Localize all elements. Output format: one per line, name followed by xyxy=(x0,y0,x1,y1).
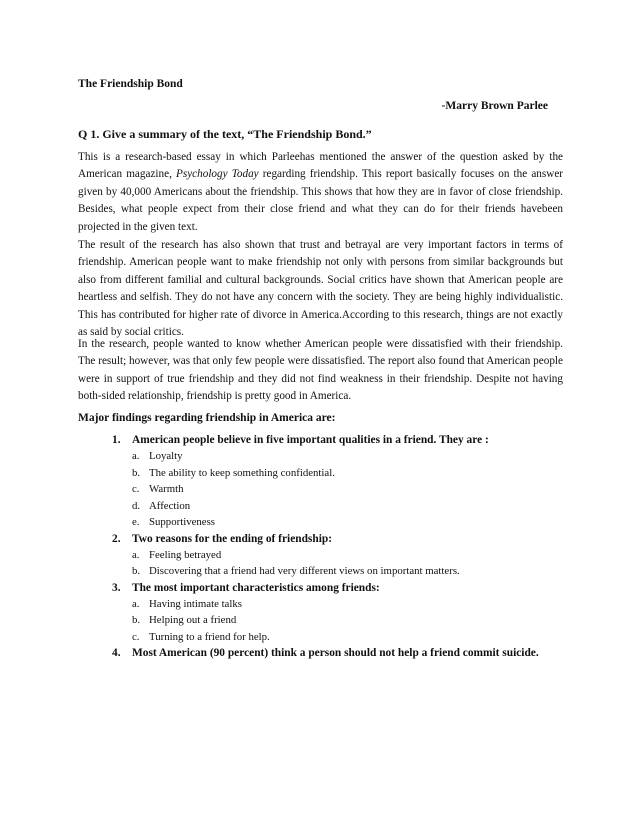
subitem-text: Affection xyxy=(149,499,191,512)
subitem-text: Feeling betrayed xyxy=(149,548,222,561)
finding-subitem xyxy=(132,612,582,629)
author-name: -Marry Brown Parlee xyxy=(441,100,548,112)
finding-number: 1. xyxy=(112,434,121,446)
finding-number: 3. xyxy=(112,581,121,594)
finding-subitem xyxy=(132,629,582,646)
findings-heading: Major findings regarding friendship in America are: xyxy=(78,412,336,424)
document-title: The Friendship Bond xyxy=(78,78,183,90)
subitem-letter: a. xyxy=(132,450,140,462)
finding-subitem xyxy=(132,514,582,531)
subitem-letter: c. xyxy=(132,483,140,495)
finding-number: 2. xyxy=(112,532,121,545)
finding-item xyxy=(112,645,582,661)
finding-item xyxy=(112,531,582,580)
subitem-text: The ability to keep something confidential. xyxy=(149,466,335,479)
subitem-text: Supportiveness xyxy=(149,516,215,528)
finding-subitem xyxy=(132,448,582,465)
finding-subitem xyxy=(132,498,582,515)
finding-subitem xyxy=(132,481,582,498)
subitem-letter: a. xyxy=(132,597,140,610)
finding-text: Two reasons for the ending of friendship: xyxy=(132,532,332,545)
finding-number: 4. xyxy=(112,647,121,659)
paragraph-1-part-b: regarding friendship. This report basically focuses on the answer given by 40,000 Americans about the friendship. This shows that how they are in favor of close friendship. Besides, what people expect from their close friend and what they can do for their friends havebeen projected in the given text. xyxy=(78,168,564,233)
magazine-title: Psychology Today xyxy=(176,168,259,181)
subitem-text: Having intimate talks xyxy=(149,597,242,610)
finding-subitem xyxy=(132,547,582,564)
subitem-letter: b. xyxy=(132,614,141,626)
subitem-letter: a. xyxy=(132,548,140,561)
subitem-text: Turning to a friend for help. xyxy=(149,630,270,643)
paragraph-2: The result of the research has also shown that trust and betrayal are very important factors in terms of friendship. American people want to make friendship not only with persons from similar backgrounds but also from different familial and cultural backgrounds. Social critics have shown that American people are heartless and selfish. They do not have any concern with the society. They are being highly individualistic. This has contributed for higher rate of divorce in America.According to this research, things are not exactly as said by social critics. xyxy=(78,239,563,339)
subitem-letter: b. xyxy=(132,466,141,479)
subitem-letter: d. xyxy=(132,499,141,512)
question-heading: Q 1. Give a summary of the text, “The Friendship Bond.” xyxy=(78,127,372,141)
subitem-text: Helping out a friend xyxy=(149,614,237,626)
subitem-text: Discovering that a friend had very different views on important matters. xyxy=(149,565,460,577)
subitem-letter: c. xyxy=(132,630,140,643)
finding-item xyxy=(112,432,582,531)
paragraph-3: In the research, people wanted to know whether American people were dissatisfied with their friendship. The result; however, was that only few people were dissatisfied. The report also found that American people were in support of true friendship and they did not find weakness in their friendship. Despite not having both-sided relationship, friendship is pretty good in America. xyxy=(78,338,563,403)
finding-subitem xyxy=(132,465,582,482)
subitem-text: Loyalty xyxy=(149,450,183,462)
paragraph-1 xyxy=(78,149,563,236)
finding-text: American people believe in five important qualities in a friend. They are : xyxy=(132,434,489,446)
paragraph-1-part-a: This is a research-based essay in which Parleehas mentioned the answer of the question asked by the American magazine, xyxy=(78,151,563,181)
subitem-letter: e. xyxy=(132,516,140,528)
finding-subitem xyxy=(132,596,582,613)
subitem-letter: b. xyxy=(132,565,141,577)
subitem-text: Warmth xyxy=(149,483,184,495)
finding-sublist xyxy=(112,596,582,646)
finding-sublist xyxy=(112,547,582,580)
finding-subitem xyxy=(132,563,582,580)
finding-text: Most American (90 percent) think a person should not help a friend commit suicide. xyxy=(132,647,539,659)
finding-sublist xyxy=(112,448,582,531)
finding-item xyxy=(112,580,582,646)
findings-list xyxy=(112,432,582,661)
finding-text: The most important characteristics among friends: xyxy=(132,581,380,594)
